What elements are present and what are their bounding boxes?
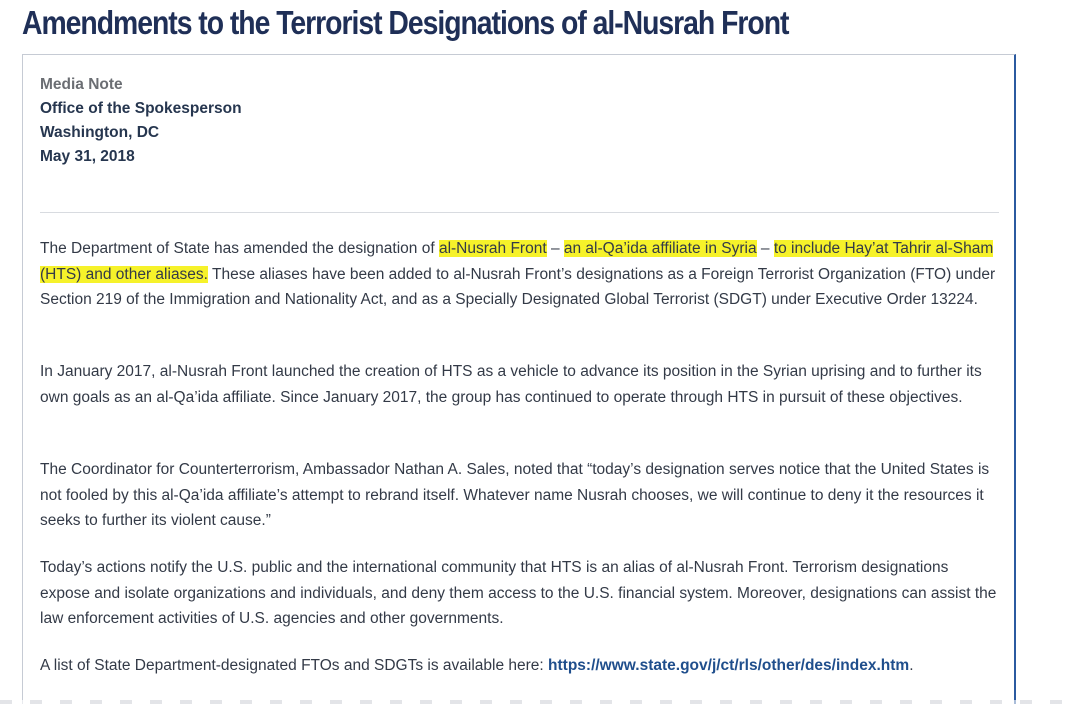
page-title: Amendments to the Terrorist Designations of al-Nusrah Front [22, 4, 789, 41]
highlight-3: to include Hay’at Tahrir al-Sham (HTS) and other aliases. [40, 240, 994, 283]
location: Washington, DC [40, 124, 160, 141]
designations-link[interactable]: https://www.state.gov/j/ct/rls/other/des/index.htm [548, 657, 910, 674]
divider [40, 212, 999, 213]
p5-end: . [909, 657, 914, 674]
p5-text: A list of State Department-designated FTOs and SDGTs is available here: [40, 657, 549, 674]
paragraph-3: The Coordinator for Counterterrorism, Ambassador Nathan A. Sales, noted that “today’s designation serves notice that the United States is not fooled by this al-Qa’ida affiliate’s attempt to rebrand itself. Whatever name Nusrah chooses, we will continue to deny it the resources it seeks to further its violent cause.” [40, 461, 990, 529]
p1-text-3: – [756, 240, 774, 257]
media-note-header [40, 73, 242, 169]
publish-date: May 31, 2018 [40, 148, 135, 165]
page-fade-edge [0, 700, 1065, 704]
note-type: Media Note [40, 76, 123, 93]
highlight-1: al-Nusrah Front [438, 240, 547, 257]
paragraph-4: Today’s actions notify the U.S. public and the international community that HTS is an alias of al-Nusrah Front. Terrorism designations expose and isolate organizations and individuals, and deny them access to the U.S. financial system. Moreover, designations can assist the law enforcement activities of U.S. agencies and other governments. [40, 559, 997, 627]
paragraph-2: In January 2017, al-Nusrah Front launched the creation of HTS as a vehicle to advance its position in the Syrian uprising and to further its own goals as an al-Qa’ida affiliate. Since January 2017, the group has continued to operate through HTS in pursuit of these objectives. [40, 363, 982, 406]
highlight-2: an al-Qa’ida affiliate in Syria [563, 240, 757, 257]
office-name: Office of the Spokesperson [40, 100, 242, 117]
p1-text-1: The Department of State has amended the designation of [40, 240, 439, 257]
p1-text-2: – [546, 240, 564, 257]
paragraph-5 [40, 653, 1002, 679]
paragraph-1 [40, 236, 1002, 313]
p1-text-4: These aliases have been added to al-Nusrah Front’s designations as a Foreign Terrorist Organization (FTO) under Section 219 of the Immigration and Nationality Act, and as a Specially Designated Global Terrorist (SDGT) under Executive Order 13224. [40, 265, 996, 308]
